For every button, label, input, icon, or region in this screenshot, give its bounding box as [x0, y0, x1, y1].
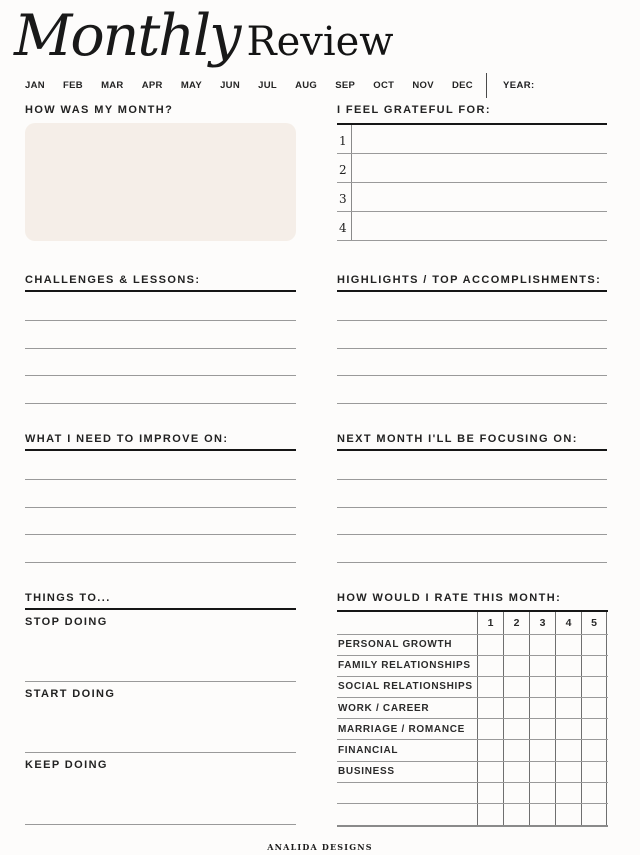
section-how-was-my-month	[25, 104, 296, 241]
challenges-lines	[25, 292, 296, 404]
rating-cell-empty-2[interactable]	[503, 783, 529, 803]
improve-line-1[interactable]	[25, 451, 296, 480]
months-year-divider	[486, 73, 487, 98]
month-jan[interactable]: JAN	[25, 79, 45, 91]
rating-row-label-financial: FINANCIAL	[338, 745, 399, 757]
month-sep[interactable]: SEP	[335, 79, 356, 91]
title-script-word: Monthly	[14, 3, 240, 69]
rating-cell-work-career-5[interactable]	[581, 698, 607, 718]
grateful-input-1[interactable]	[353, 125, 607, 153]
rating-scale-5: 5	[581, 612, 607, 634]
rating-row-financial	[337, 740, 608, 761]
highlights-line-2[interactable]	[337, 321, 607, 349]
focus-lines	[337, 451, 607, 563]
rating-title: HOW WOULD I RATE THIS MONTH:	[337, 592, 562, 604]
month-notes-box[interactable]	[25, 123, 296, 241]
rating-cell-work-career-3[interactable]	[529, 698, 555, 718]
focus-line-1[interactable]	[337, 451, 607, 480]
year-input[interactable]	[539, 78, 609, 92]
grateful-row-3	[337, 183, 607, 212]
improve-line-2[interactable]	[25, 480, 296, 508]
rating-cell-empty-5[interactable]	[581, 804, 607, 825]
rating-cell-empty-3[interactable]	[529, 783, 555, 803]
focus-line-4[interactable]	[337, 535, 607, 563]
rating-cell-business-3[interactable]	[529, 762, 555, 782]
rating-cell-empty-5[interactable]	[581, 783, 607, 803]
rating-cell-family-relationships-1[interactable]	[477, 656, 503, 676]
grateful-input-4[interactable]	[353, 212, 607, 240]
rating-row-label-business: BUSINESS	[338, 766, 395, 778]
rating-row-social-relationships	[337, 677, 608, 698]
highlights-title: HIGHLIGHTS / TOP ACCOMPLISHMENTS:	[337, 274, 602, 286]
challenges-line-2[interactable]	[25, 321, 296, 349]
rating-cell-personal-growth-1[interactable]	[477, 635, 503, 655]
todo-list	[25, 610, 296, 825]
rating-row-label-social-relationships: SOCIAL RELATIONSHIPS	[338, 681, 473, 693]
rating-cell-marriage-romance-4[interactable]	[555, 719, 581, 739]
rating-cell-empty-4[interactable]	[555, 783, 581, 803]
rating-cell-social-relationships-5[interactable]	[581, 677, 607, 697]
rating-cell-personal-growth-2[interactable]	[503, 635, 529, 655]
month-aug[interactable]: AUG	[295, 79, 318, 91]
section-challenges	[25, 274, 296, 404]
rating-cell-family-relationships-5[interactable]	[581, 656, 607, 676]
page-title	[14, 0, 394, 72]
month-jul[interactable]: JUL	[258, 79, 277, 91]
rating-cell-business-5[interactable]	[581, 762, 607, 782]
month-mar[interactable]: MAR	[101, 79, 124, 91]
months-list	[25, 80, 473, 91]
rating-header-row	[337, 612, 608, 635]
rating-cell-financial-5[interactable]	[581, 740, 607, 760]
rating-scale-4: 4	[555, 612, 581, 634]
rating-row-label-empty	[337, 783, 477, 803]
rating-cell-personal-growth-3[interactable]	[529, 635, 555, 655]
year-label: YEAR:	[503, 79, 535, 91]
section-focus	[337, 433, 607, 563]
todo-block-start-doing[interactable]	[25, 682, 296, 754]
rating-header-spacer	[337, 612, 477, 634]
rating-cell-marriage-romance-1[interactable]	[477, 719, 503, 739]
month-jun[interactable]: JUN	[220, 79, 240, 91]
rating-cell-social-relationships-1[interactable]	[477, 677, 503, 697]
month-oct[interactable]: OCT	[373, 79, 395, 91]
month-feb[interactable]: FEB	[63, 79, 83, 91]
grateful-input-3[interactable]	[353, 183, 607, 211]
grateful-row-4	[337, 212, 607, 241]
how-was-my-month-title: HOW WAS MY MONTH?	[25, 104, 174, 116]
title-serif-word: Review	[246, 19, 394, 65]
rating-row-label-work-career: WORK / CAREER	[338, 702, 430, 714]
rating-row-marriage-romance	[337, 719, 608, 740]
rating-row-label-marriage-romance: MARRIAGE / ROMANCE	[338, 723, 466, 735]
rating-cell-marriage-romance-2[interactable]	[503, 719, 529, 739]
rating-scale-1: 1	[477, 612, 503, 634]
rating-cell-social-relationships-4[interactable]	[555, 677, 581, 697]
highlights-lines	[337, 292, 607, 404]
rating-cell-personal-growth-4[interactable]	[555, 635, 581, 655]
month-dec[interactable]: DEC	[452, 79, 473, 91]
rating-row-personal-growth	[337, 635, 608, 656]
grateful-title: I FEEL GRATEFUL FOR:	[337, 104, 491, 116]
focus-line-3[interactable]	[337, 508, 607, 536]
rating-row-label-family-relationships: FAMILY RELATIONSHIPS	[338, 660, 471, 672]
todo-label-keep-doing: KEEP DOING	[25, 759, 108, 771]
grateful-number-4: 4	[339, 221, 347, 235]
rating-row-empty	[337, 804, 608, 825]
rating-cell-empty-1[interactable]	[477, 804, 503, 825]
rating-cell-financial-3[interactable]	[529, 740, 555, 760]
highlights-line-4[interactable]	[337, 376, 607, 404]
months-row	[25, 74, 609, 96]
section-grateful	[337, 104, 607, 241]
todo-label-stop-doing: STOP DOING	[25, 616, 108, 628]
rating-cell-financial-2[interactable]	[503, 740, 529, 760]
grateful-row-2	[337, 154, 607, 183]
month-apr[interactable]: APR	[141, 79, 163, 91]
improve-line-3[interactable]	[25, 508, 296, 536]
challenges-line-4[interactable]	[25, 376, 296, 404]
grateful-number-1: 1	[339, 134, 347, 148]
rating-scale-3: 3	[529, 612, 555, 634]
rating-cell-empty-4[interactable]	[555, 804, 581, 825]
rating-row-family-relationships	[337, 656, 608, 677]
rating-cell-family-relationships-4[interactable]	[555, 656, 581, 676]
improve-title: WHAT I NEED TO IMPROVE ON:	[25, 433, 229, 445]
challenges-line-1[interactable]	[25, 292, 296, 321]
rating-cell-marriage-romance-3[interactable]	[529, 719, 555, 739]
section-improve	[25, 433, 296, 563]
footer-brand: ANALIDA DESIGNS	[267, 842, 373, 852]
rating-cell-financial-1[interactable]	[477, 740, 503, 760]
rating-cell-financial-4[interactable]	[555, 740, 581, 760]
grateful-input-2[interactable]	[353, 154, 607, 182]
things-to-title: THINGS TO...	[25, 592, 111, 604]
rating-row-label-empty	[337, 804, 477, 825]
improve-line-4[interactable]	[25, 535, 296, 563]
improve-lines	[25, 451, 296, 563]
rating-row-label-personal-growth: PERSONAL GROWTH	[338, 639, 453, 651]
rating-cell-marriage-romance-5[interactable]	[581, 719, 607, 739]
section-rating	[337, 592, 608, 827]
rating-table	[337, 610, 608, 827]
rating-cell-empty-2[interactable]	[503, 804, 529, 825]
rating-cell-business-1[interactable]	[477, 762, 503, 782]
rating-cell-personal-growth-5[interactable]	[581, 635, 607, 655]
rating-cell-social-relationships-2[interactable]	[503, 677, 529, 697]
highlights-line-3[interactable]	[337, 349, 607, 377]
grateful-number-2: 2	[339, 163, 347, 177]
section-things-to	[25, 592, 296, 825]
rating-cell-family-relationships-3[interactable]	[529, 656, 555, 676]
todo-block-keep-doing[interactable]	[25, 753, 296, 825]
challenges-title: CHALLENGES & LESSONS:	[25, 274, 201, 286]
month-nov[interactable]: NOV	[412, 79, 434, 91]
rating-cell-social-relationships-3[interactable]	[529, 677, 555, 697]
todo-label-start-doing: START DOING	[25, 687, 116, 700]
grateful-list	[337, 123, 607, 241]
rating-cell-empty-1[interactable]	[477, 783, 503, 803]
grateful-number-3: 3	[339, 192, 347, 206]
month-may[interactable]: MAY	[180, 79, 202, 91]
rating-cell-work-career-4[interactable]	[555, 698, 581, 718]
rating-scale-2: 2	[503, 612, 529, 634]
section-highlights	[337, 274, 607, 404]
rating-cell-work-career-2[interactable]	[503, 698, 529, 718]
rating-cell-empty-3[interactable]	[529, 804, 555, 825]
rating-row-business	[337, 762, 608, 783]
focus-line-2[interactable]	[337, 480, 607, 508]
rating-cell-business-4[interactable]	[555, 762, 581, 782]
rating-row-work-career	[337, 698, 608, 719]
rating-cell-work-career-1[interactable]	[477, 698, 503, 718]
rating-cell-family-relationships-2[interactable]	[503, 656, 529, 676]
grateful-row-1	[337, 125, 607, 154]
rating-row-empty	[337, 783, 608, 804]
todo-block-stop-doing[interactable]	[25, 610, 296, 682]
challenges-line-3[interactable]	[25, 349, 296, 377]
rating-cell-business-2[interactable]	[503, 762, 529, 782]
focus-title: NEXT MONTH I'LL BE FOCUSING ON:	[337, 433, 578, 445]
highlights-line-1[interactable]	[337, 292, 607, 321]
